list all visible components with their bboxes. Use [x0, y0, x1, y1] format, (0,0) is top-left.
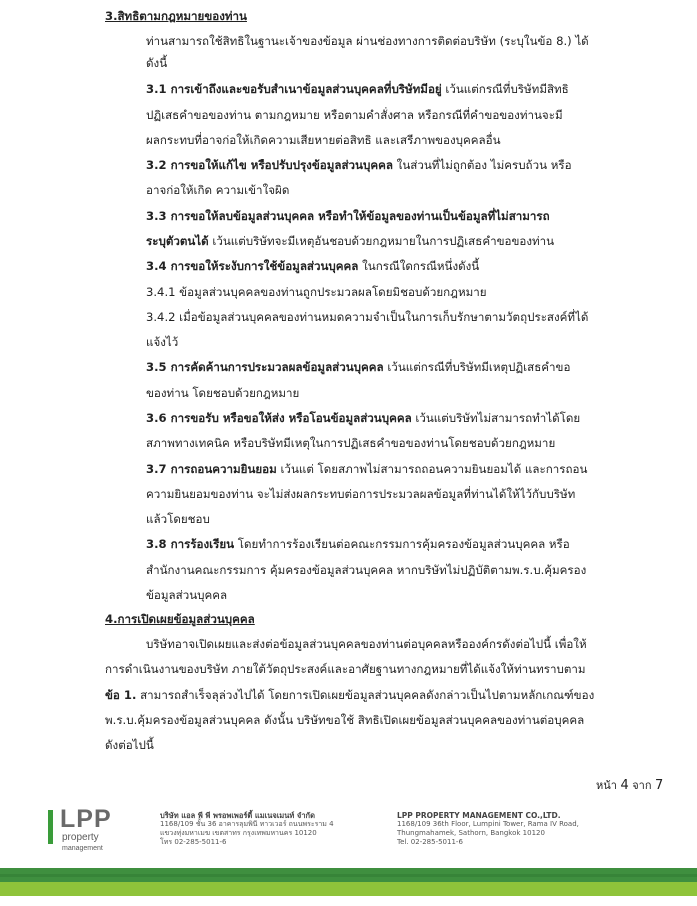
right-3-8-text: ข้อมูลส่วนบุคคล [146, 588, 228, 602]
section-4-text-rest: สามารถสำเร็จลุล่วงไปได้ โดยการเปิดเผยข้อมูลส่วนบุคคลดังกล่าวเป็นไปตามหลักเกณฑ์ของ [136, 688, 595, 702]
footer-stripe-shade [0, 874, 697, 877]
right-title: 3.3 การขอให้ลบข้อมูลส่วนบุคคล หรือทำให้ข้อมูลของท่านเป็นข้อมูลที่ไม่สามารถ [146, 209, 550, 223]
right-3-5-text: ของท่าน โดยชอบด้วยกฎหมาย [146, 386, 300, 400]
right-3-6-text: สภาพทางเทคนิค หรือบริษัทมีเหตุในการปฏิเสธคำขอของท่านโดยชอบด้วยกฎหมาย [146, 436, 556, 450]
right-3-8 [146, 536, 570, 552]
right-3-8-text: สำนักงานคณะกรรมการ คุ้มครองข้อมูลส่วนบุคคล หากบริษัทไม่ปฏิบัติตามพ.ร.บ.คุ้มครอง [146, 563, 587, 577]
right-3-7 [146, 461, 587, 477]
right-text: ในกรณีใดกรณีหนึ่งดังนี้ [358, 259, 480, 273]
footer-stripe-light [0, 882, 697, 896]
section-4-text [105, 687, 594, 703]
page-number [596, 776, 663, 794]
right-3-7-text: แล้วโดยชอบ [146, 512, 210, 526]
right-text: เว้นแต่บริษัทจะมีเหตุอันชอบด้วยกฎหมายในการปฏิเสธคำขอของท่าน [208, 234, 555, 248]
right-3-6 [146, 410, 580, 426]
english-phone: Tel. 02-285-5011-6 [397, 838, 463, 846]
english-address [397, 811, 579, 847]
right-title: ระบุตัวตนได้ [146, 234, 209, 248]
section-3-heading: 3.สิทธิตามกฎหมายของท่าน [105, 9, 247, 23]
right-3-1-text: ปฏิเสธคำขอของท่าน ตามกฎหมาย หรือตามคำสั่งศาล หรือกรณีที่คำขอของท่านจะมี [146, 108, 563, 122]
logo-subtitle: property [62, 832, 99, 843]
right-3-4 [146, 258, 479, 274]
right-3-1-text: ผลกระทบที่อาจก่อให้เกิดความเสียหายต่อสิทธิ และเสรีภาพของบุคคลอื่น [146, 133, 501, 147]
thai-phone: โทร 02-285-5011-6 [160, 838, 227, 846]
thai-company-name: บริษัท แอล พี พี พรอพเพอร์ตี้ แมเนจเมนท์ จำกัด [160, 811, 315, 820]
right-title: 3.7 การถอนความยินยอม [146, 462, 277, 476]
right-3-7-text: ความยินยอมของท่าน จะไม่ส่งผลกระทบต่อการประมวลผลข้อมูลที่ท่านได้ให้ไว้กับบริษัท [146, 487, 576, 501]
english-address-line: Thungmahamek, Sathorn, Bangkok 10120 [397, 829, 545, 837]
right-3-5 [146, 359, 570, 375]
section-4-text: บริษัทอาจเปิดเผยและส่งต่อข้อมูลส่วนบุคคลของท่านต่อบุคคลหรือองค์กรดังต่อไปนี้ เพื่อให้ [146, 637, 587, 651]
right-title: 3.6 การขอรับ หรือขอให้ส่ง หรือโอนข้อมูลส่วนบุคคล [146, 411, 412, 425]
section-3-intro: ท่านสามารถใช้สิทธิในฐานะเจ้าของข้อมูล ผ่านช่องทางการติดต่อบริษัท (ระบุในข้อ 8.) ได้ [146, 34, 589, 48]
right-text: ในส่วนที่ไม่ถูกต้อง ไม่ครบถ้วน หรือ [392, 158, 572, 172]
right-title: 3.4 การขอให้ระงับการใช้ข้อมูลส่วนบุคคล [146, 259, 359, 273]
page-current: 4 [620, 778, 629, 793]
section-4-text: พ.ร.บ.คุ้มครองข้อมูลส่วนบุคคล ดังนั้น บริษัทขอใช้ สิทธิเปิดเผยข้อมูลส่วนบุคคลของท่านต่อบุคคล [105, 713, 585, 727]
clause-ref: ข้อ 1. [105, 688, 137, 702]
right-text: เว้นแต่กรณีที่บริษัทมีเหตุปฏิเสธคำขอ [383, 360, 571, 374]
right-3-4-2-text: แจ้งไว้ [146, 335, 179, 349]
thai-address [160, 811, 334, 847]
right-title: 3.8 การร้องเรียน [146, 537, 235, 551]
right-3-2 [146, 157, 572, 173]
right-3-3 [146, 208, 550, 224]
company-logo: LPP [60, 805, 112, 833]
page-sep: จาก [628, 779, 656, 792]
right-text: เว้นแต่ โดยสภาพไม่สามารถถอนความยินยอมได้ และการถอน [276, 462, 588, 476]
thai-address-line: 1168/109 ชั้น 36 อาคารลุมพินี ทาวเวอร์ ถนนพระราม 4 [160, 820, 334, 828]
right-3-4-2: 3.4.2 เมื่อข้อมูลส่วนบุคคลของท่านหมดความจำเป็นในการเก็บรักษาตามวัตถุประสงค์ที่ได้ [146, 310, 589, 324]
section-3-intro: ดังนี้ [146, 56, 168, 70]
english-address-line: 1168/109 36th Floor, Lumpini Tower, Rama IV Road, [397, 820, 579, 828]
right-title: 3.1 การเข้าถึงและขอรับสำเนาข้อมูลส่วนบุคคลที่บริษัทมีอยู่ [146, 82, 442, 96]
right-title: 3.2 การขอให้แก้ไข หรือปรับปรุงข้อมูลส่วนบุคคล [146, 158, 393, 172]
page-prefix: หน้า [596, 779, 621, 792]
thai-address-line: แขวงทุ่งมหาเมฆ เขตสาทร กรุงเทพมหานคร 10120 [160, 829, 317, 837]
right-text: เว้นแต่กรณีที่บริษัทมีสิทธิ [441, 82, 569, 96]
section-4-text: ดังต่อไปนี้ [105, 738, 154, 752]
page-total: 7 [655, 778, 664, 793]
right-3-3-text [146, 233, 554, 249]
right-3-4-1: 3.4.1 ข้อมูลส่วนบุคคลของท่านถูกประมวลผลโดยมิชอบด้วยกฎหมาย [146, 285, 487, 299]
section-4-heading: 4.การเปิดเผยข้อมูลส่วนบุคคล [105, 612, 255, 626]
logo-subtitle-2: management [62, 845, 103, 852]
logo-bar-icon [48, 810, 53, 844]
section-4-text: การดำเนินงานของบริษัท ภายใต้วัตถุประสงค์และอาศัยฐานทางกฎหมายที่ได้แจ้งให้ท่านทราบตาม [105, 662, 586, 676]
right-text: โดยทำการร้องเรียนต่อคณะกรรมการคุ้มครองข้อมูลส่วนบุคคล หรือ [234, 537, 570, 551]
right-title: 3.5 การคัดค้านการประมวลผลข้อมูลส่วนบุคคล [146, 360, 384, 374]
english-company-name: LPP PROPERTY MANAGEMENT CO.,LTD. [397, 811, 561, 820]
right-3-2-text: อาจก่อให้เกิด ความเข้าใจผิด [146, 183, 290, 197]
right-text: เว้นแต่บริษัทไม่สามารถทำได้โดย [411, 411, 581, 425]
right-3-1 [146, 81, 569, 97]
